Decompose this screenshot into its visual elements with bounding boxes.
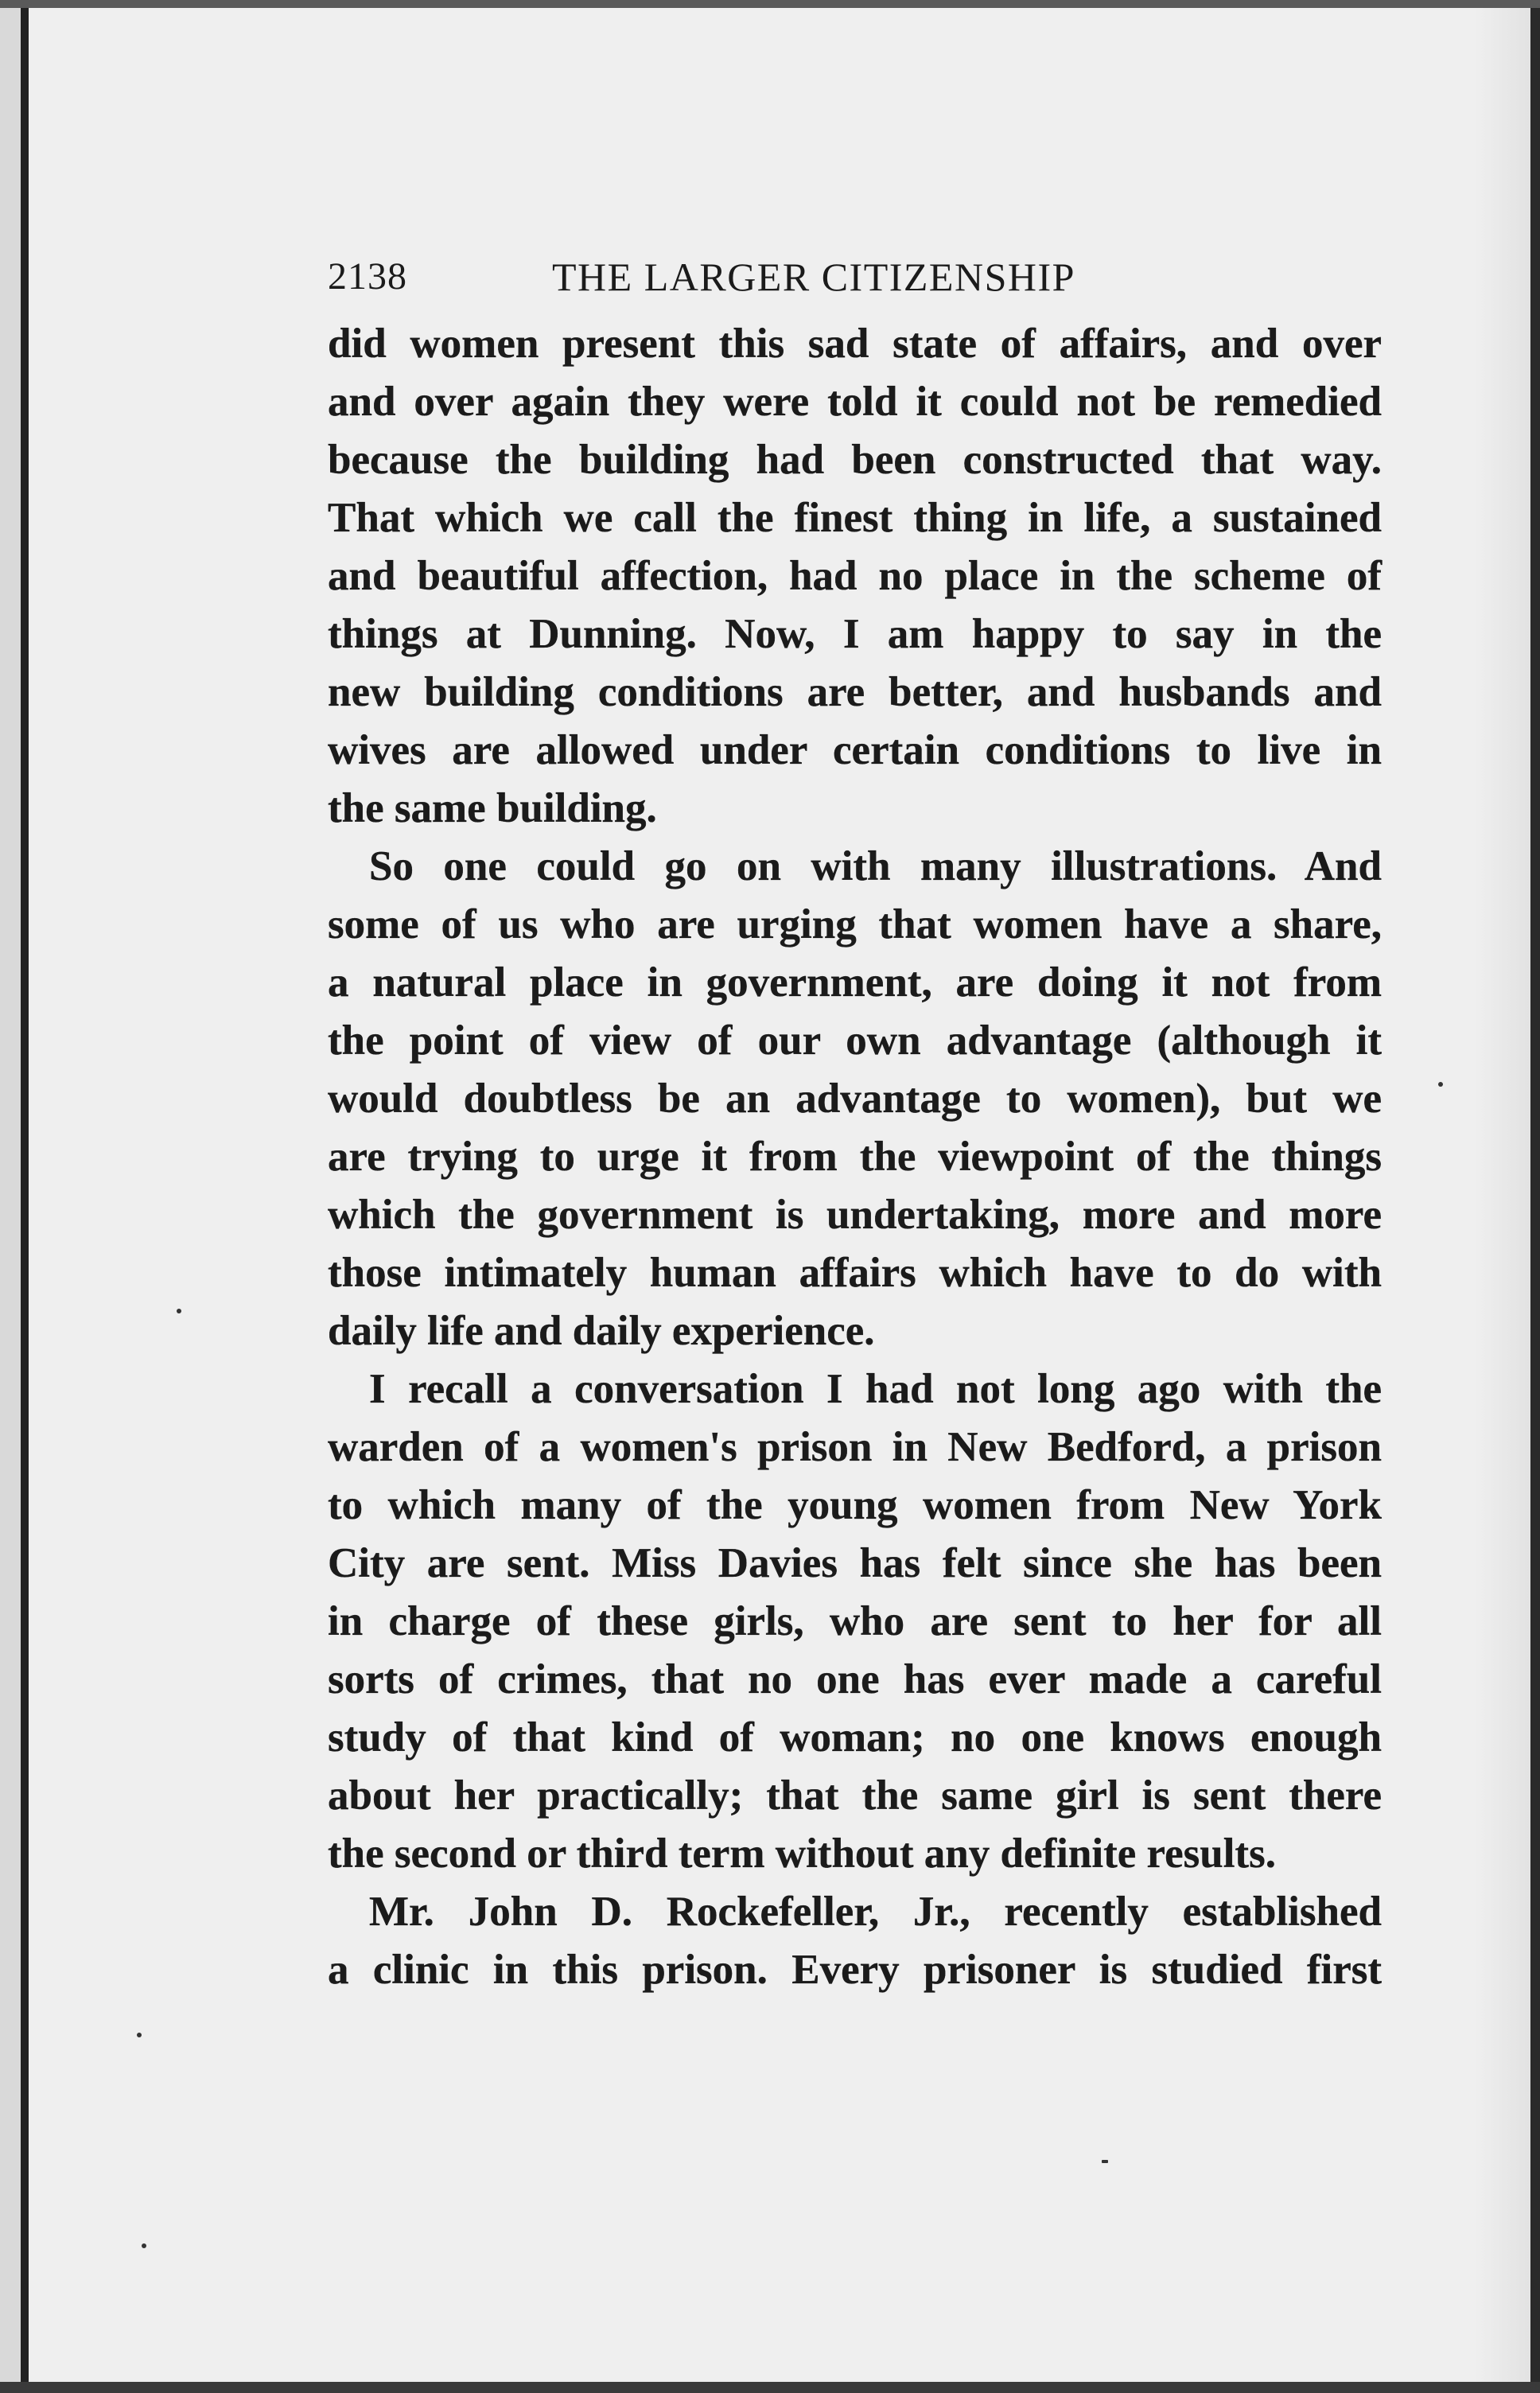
- dust-speck: [137, 2033, 142, 2037]
- text-line: study of that kind of woman; no one knows enough: [328, 1714, 1382, 1761]
- body-text: [328, 315, 1382, 1999]
- text-line: a natural place in government, are doing it not from: [328, 959, 1382, 1006]
- text-line: sorts of crimes, that no one has ever made a careful: [328, 1656, 1382, 1702]
- text-line: daily life and daily experience.: [328, 1308, 875, 1354]
- dust-speck: [1102, 2160, 1108, 2163]
- text-line: things at Dunning. Now, I am happy to say in the: [328, 611, 1382, 657]
- text-line: did women present this sad state of affairs, and over: [328, 321, 1382, 367]
- scan-edge-bottom: [0, 2382, 1540, 2393]
- text-line: the second or third term without any definite results.: [328, 1831, 1276, 1877]
- text-line: in charge of these girls, who are sent to her for all: [328, 1598, 1382, 1644]
- text-line: new building conditions are better, and husbands and: [328, 669, 1382, 715]
- text-line: and over again they were told it could not be remedied: [328, 379, 1382, 425]
- text-line: would doubtless be an advantage to women), but we: [328, 1076, 1382, 1122]
- text-line: are trying to urge it from the viewpoint of the things: [328, 1134, 1382, 1180]
- scan-edge-right: [1530, 0, 1540, 2393]
- text-line: the same building.: [328, 785, 657, 831]
- scan-margin-right: [1475, 0, 1530, 2393]
- text-line: about her practically; that the same girl is sent there: [328, 1772, 1382, 1819]
- text-line: and beautiful affection, had no place in the scheme of: [328, 553, 1382, 599]
- text-line: because the building had been constructed that way.: [328, 437, 1382, 483]
- dust-speck: [142, 2243, 146, 2248]
- running-head: THE LARGER CITIZENSHIP: [552, 255, 1075, 299]
- text-line: wives are allowed under certain conditions to live in: [328, 727, 1382, 773]
- paragraph-first-line: I recall a conversation I had not long ago with the: [369, 1366, 1382, 1412]
- scan-margin-left: [0, 0, 21, 2393]
- page-header: [328, 239, 1382, 315]
- dust-speck: [177, 1309, 181, 1313]
- text-line: warden of a women's prison in New Bedford, a prison: [328, 1424, 1382, 1470]
- text-line: City are sent. Miss Davies has felt since she has been: [328, 1540, 1382, 1586]
- text-line: those intimately human affairs which have to do with: [328, 1250, 1382, 1296]
- dust-speck: [1438, 1082, 1443, 1087]
- text-line: to which many of the young women from New York: [328, 1482, 1382, 1528]
- page-number: 2138: [328, 255, 407, 298]
- text-line: some of us who are urging that women have a share,: [328, 901, 1382, 947]
- scan-edge-top: [0, 0, 1540, 8]
- book-page: [328, 239, 1382, 1999]
- text-line: the point of view of our own advantage (although it: [328, 1018, 1382, 1064]
- text-line: which the government is undertaking, more and more: [328, 1192, 1382, 1238]
- paragraph-first-line: Mr. John D. Rockefeller, Jr., recently established: [369, 1889, 1382, 1935]
- text-line: a clinic in this prison. Every prisoner is studied first: [328, 1947, 1382, 1993]
- scan-edge-left: [21, 0, 29, 2393]
- paragraph-first-line: So one could go on with many illustrations. And: [369, 843, 1382, 889]
- text-line: That which we call the finest thing in life, a sustained: [328, 495, 1382, 541]
